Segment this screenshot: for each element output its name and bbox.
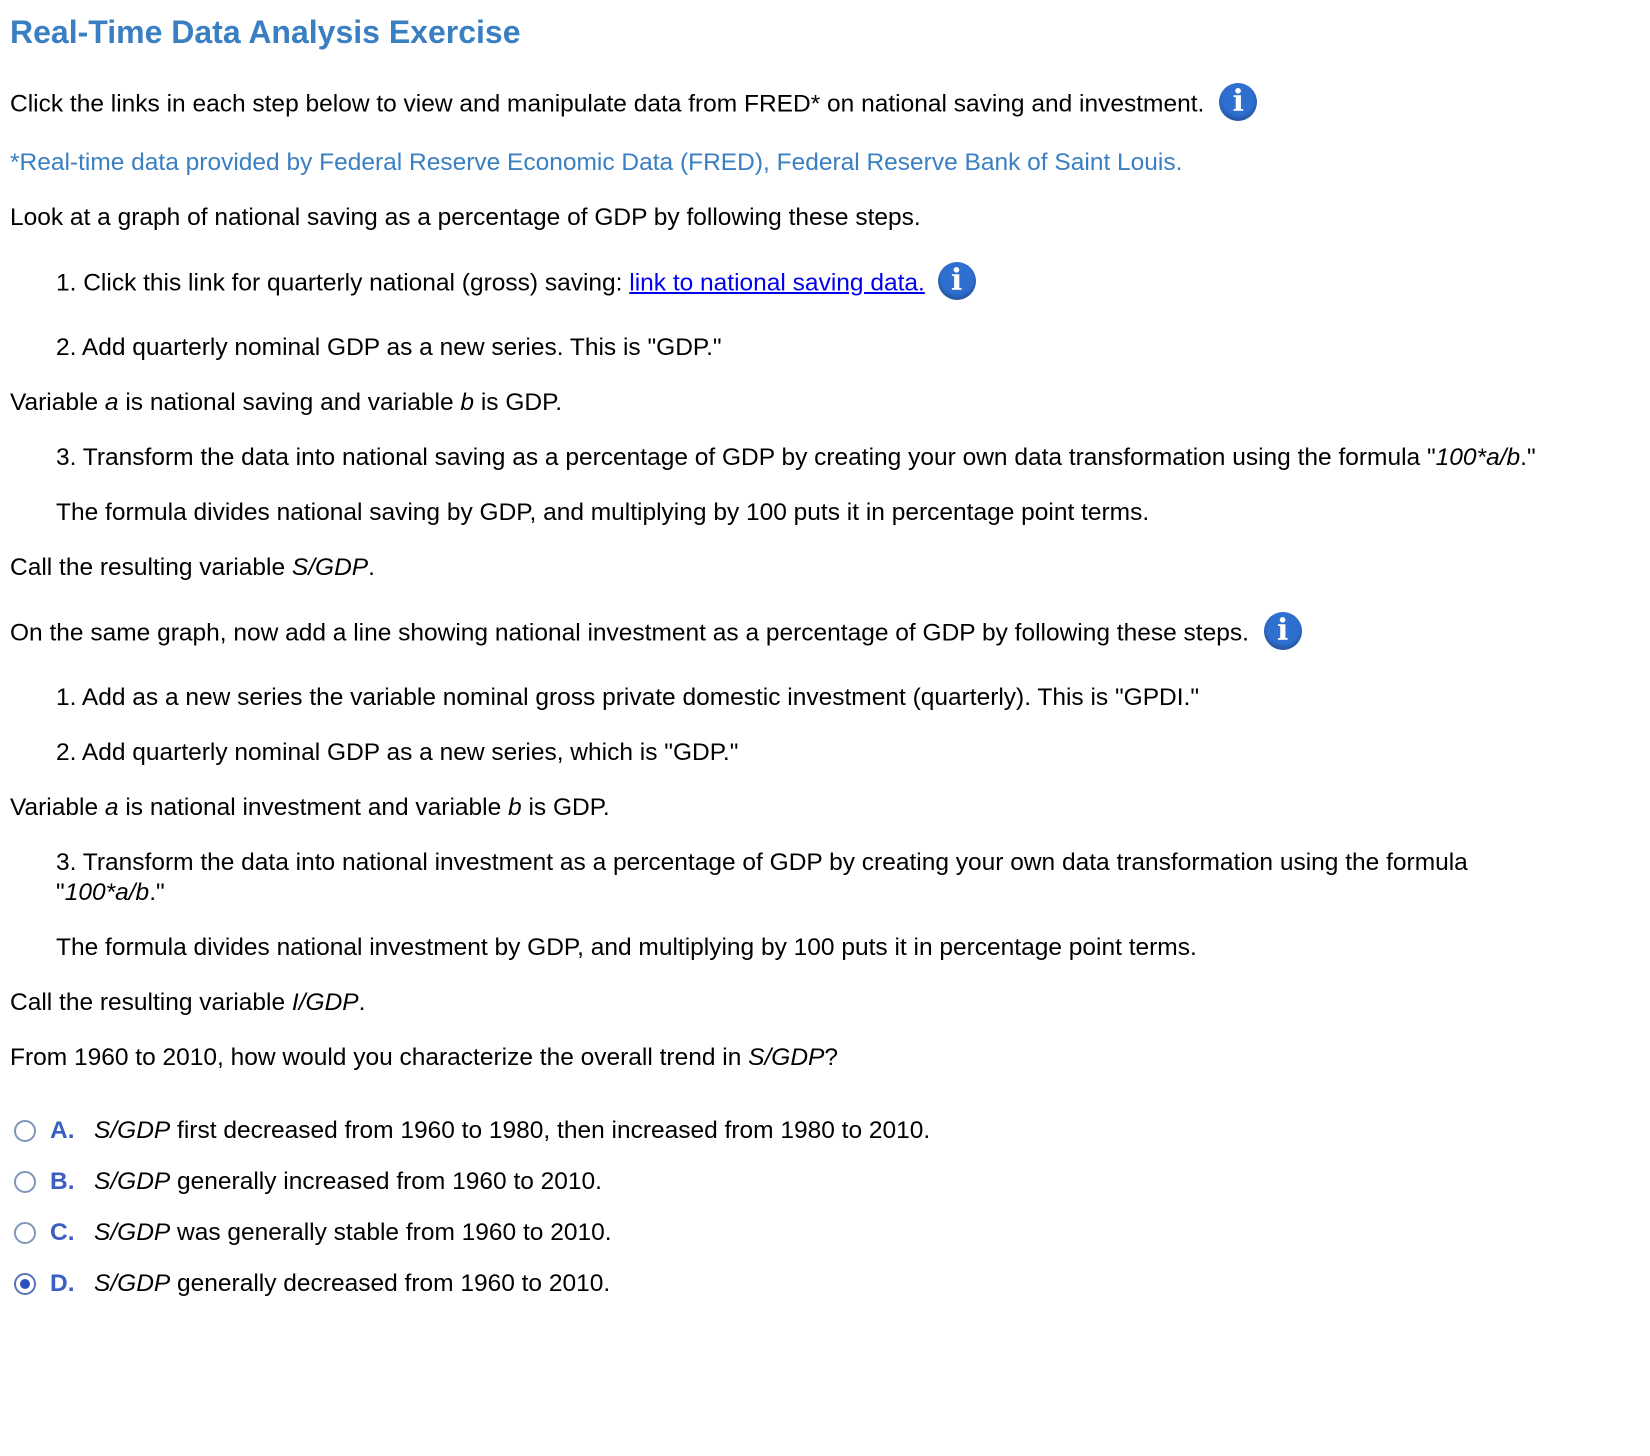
radio-button[interactable] <box>14 1171 36 1193</box>
option-variable: S/GDP <box>94 1168 171 1195</box>
option-letter: B. <box>50 1168 75 1195</box>
option-letter: C. <box>50 1219 75 1246</box>
option-text: first decreased from 1960 to 1980, then increased from 1980 to 2010. <box>170 1117 931 1144</box>
variable-a: a <box>104 794 119 821</box>
text-span: ? <box>824 1044 839 1071</box>
info-icon[interactable] <box>1219 83 1257 121</box>
variable-name: S/GDP <box>748 1044 825 1071</box>
investment-lead-text: On the same graph, now add a line showing national investment as a percentage of GDP by following these steps. <box>10 619 1249 647</box>
text-span: Call the resulting variable <box>10 989 292 1016</box>
saving-call <box>10 553 375 583</box>
saving-step-3 <box>56 443 1536 473</box>
variable-b: b <box>508 794 522 821</box>
text-span: ." <box>1520 444 1536 471</box>
option-variable: S/GDP <box>94 1117 171 1144</box>
option-text: generally increased from 1960 to 2010. <box>170 1168 602 1195</box>
text-span: Variable <box>10 389 105 416</box>
text-span: " <box>56 879 65 906</box>
option-letter: A. <box>50 1117 75 1144</box>
page-title: Real-Time Data Analysis Exercise <box>10 14 521 50</box>
answer-option-b[interactable] <box>14 1168 602 1196</box>
saving-explanation: The formula divides national saving by GDP, and multiplying by 100 puts it in percentage point terms. <box>56 499 1150 526</box>
text-span: is GDP. <box>474 389 563 416</box>
investment-step-1: 1. Add as a new series the variable nominal gross private domestic investment (quarterly). This is "GPDI." <box>56 684 1200 711</box>
variable-name: S/GDP <box>291 554 369 581</box>
answer-option-d[interactable] <box>14 1270 610 1298</box>
radio-button[interactable] <box>14 1222 36 1244</box>
intro-sentence: Click the links in each step below to view and manipulate data from FRED* on national saving and investment. <box>10 90 1205 118</box>
radio-button-selected[interactable] <box>14 1273 36 1295</box>
info-icon[interactable] <box>1264 612 1302 650</box>
text-span: is national saving and variable <box>118 389 461 416</box>
intro-text <box>10 84 1257 121</box>
text-span: is national investment and variable <box>118 794 509 821</box>
info-glyph: i <box>1277 613 1289 648</box>
text-span: . <box>358 989 366 1016</box>
saving-step-1-text: 1. Click this link for quarterly national (gross) saving: <box>56 269 630 297</box>
answer-option-c[interactable] <box>14 1219 612 1247</box>
formula: 100*a/b <box>1435 444 1521 471</box>
text-span: Variable <box>10 794 105 821</box>
text-span: . <box>368 554 375 581</box>
option-variable: S/GDP <box>94 1270 171 1297</box>
investment-step-3 <box>56 848 1468 908</box>
text-span: Call the resulting variable <box>10 554 292 581</box>
info-glyph: i <box>950 263 963 298</box>
text-span: ." <box>149 879 165 906</box>
option-text: was generally stable from 1960 to 2010. <box>170 1219 612 1246</box>
question-text <box>10 1043 838 1073</box>
option-variable: S/GDP <box>94 1219 171 1246</box>
saving-variables <box>10 388 562 418</box>
info-glyph: i <box>1232 84 1244 119</box>
investment-step-3-line-2 <box>56 878 1468 908</box>
investment-step-3-line-1: 3. Transform the data into national investment as a percentage of GDP by creating your own data transformation using the formula <box>56 849 1468 876</box>
info-icon[interactable] <box>938 262 976 300</box>
answer-option-a[interactable] <box>14 1117 930 1145</box>
investment-lead <box>10 613 1302 650</box>
saving-lead: Look at a graph of national saving as a percentage of GDP by following these steps. <box>10 204 921 231</box>
variable-b: b <box>460 389 475 416</box>
investment-call <box>10 988 365 1018</box>
fred-footnote: *Real-time data provided by Federal Reserve Economic Data (FRED), Federal Reserve Bank of Saint Louis. <box>10 149 1183 176</box>
saving-step-1 <box>56 263 976 300</box>
saving-step-2: 2. Add quarterly nominal GDP as a new series. This is "GDP." <box>56 334 722 361</box>
variable-name: I/GDP <box>291 989 359 1016</box>
option-letter: D. <box>50 1270 75 1297</box>
radio-button[interactable] <box>14 1120 36 1142</box>
text-span: is GDP. <box>521 794 610 821</box>
investment-explanation: The formula divides national investment by GDP, and multiplying by 100 puts it in percentage point terms. <box>56 934 1197 961</box>
text-span: From 1960 to 2010, how would you characterize the overall trend in <box>10 1044 749 1071</box>
text-span: 3. Transform the data into national saving as a percentage of GDP by creating your own data transformation using the formula " <box>56 444 1436 471</box>
investment-variables <box>10 793 610 823</box>
variable-a: a <box>104 389 119 416</box>
formula: 100*a/b <box>64 879 150 906</box>
option-text: generally decreased from 1960 to 2010. <box>170 1270 611 1297</box>
national-saving-link[interactable]: link to national saving data. <box>629 269 925 297</box>
investment-step-2: 2. Add quarterly nominal GDP as a new series, which is "GDP." <box>56 739 739 766</box>
